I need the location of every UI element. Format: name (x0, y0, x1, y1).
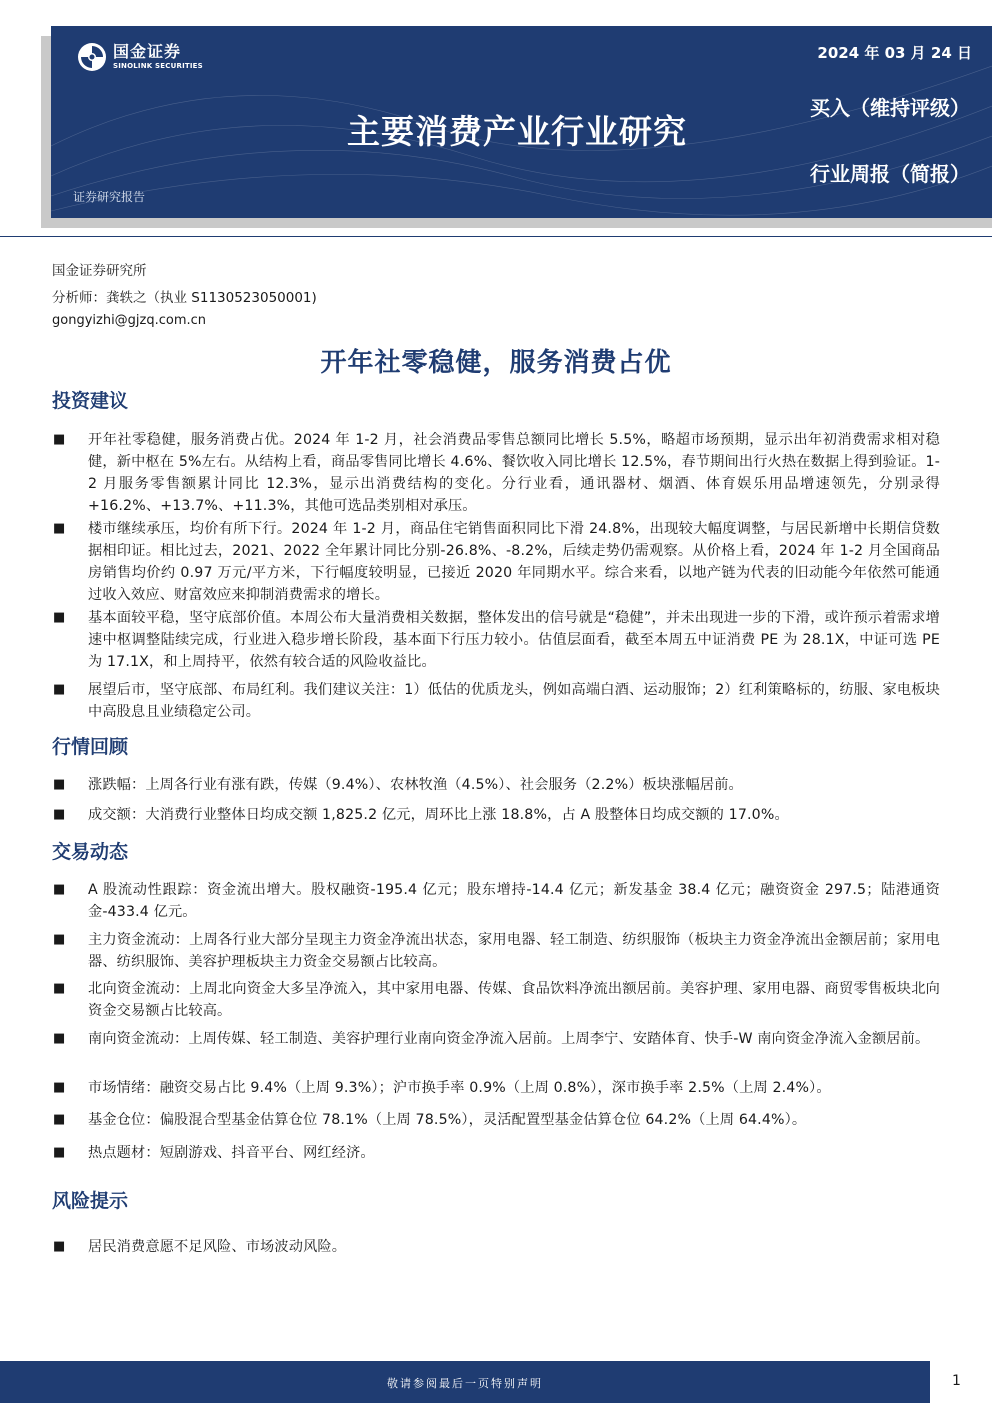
bullet-text: 楼市继续承压，均价有所下行。2024 年 1-2 月，商品住宅销售面积同比下滑 24.8%，出现较大幅度调整，与居民新增中长期信贷数据相印证。相比过去，2021、2022 全年累计同比分别-26.8%、-8.2%，后续走势仍需观察。从价格上看，2024 年 1-2 月全国商品房销售均价约 0.97 万元/平方米，下行幅度较明显，已接近 2020 年同期水平。综合来看，以地产链为代表的旧动能今年依然可能通过收入效应、财富效应来抑制消费需求的增长。 (88, 521, 940, 603)
bullet-square-icon: ■ (53, 981, 66, 996)
logo-chinese-name: 国金证券 (113, 42, 182, 61)
bullet-square-icon: ■ (53, 610, 66, 625)
report-date: 2024 年 03 月 24 日 (817, 44, 972, 62)
bullet-square-icon: ■ (53, 432, 66, 447)
header-banner (51, 26, 992, 218)
bullet-text: 北向资金流动：上周北向资金大多呈净流入，其中家用电器、传媒、食品饮料净流出额居前。美容护理、家用电器、商贸零售板块北向资金交易额占比较高。 (88, 981, 940, 1019)
list-item (52, 1109, 942, 1131)
list-item (52, 1028, 942, 1050)
rating-label: 买入（维持评级） (810, 96, 970, 120)
page-number: 1 (952, 1373, 961, 1389)
list-item (52, 1236, 942, 1258)
bullet-text: 主力资金流动：上周各行业大部分呈现主力资金净流出状态，家用电器、轻工制造、纺织服饰（板块主力资金净流出金额居前；家用电器、纺织服饰、美容护理板块主力资金交易额占比较高。 (88, 932, 940, 970)
bullet-text: 涨跌幅：上周各行业有涨有跌，传媒（9.4%）、农林牧渔（4.5%）、社会服务（2.2%）板块涨幅居前。 (88, 777, 743, 793)
list-item (52, 879, 942, 923)
bullet-text: 南向资金流动：上周传媒、轻工制造、美容护理行业南向资金净流入居前。上周李宁、安踏体育、快手-W 南向资金净流入金额居前。 (88, 1031, 930, 1047)
list-item (52, 804, 942, 826)
report-category: 证券研究报告 (73, 190, 146, 204)
bullet-text: 展望后市，坚守底部、布局红利。我们建议关注：1）低估的优质龙头，例如高端白酒、运动服饰；2）红利策略标的，纺服、家电板块中高股息且业绩稳定公司。 (88, 682, 940, 720)
bullet-square-icon: ■ (53, 1112, 66, 1127)
list-item (52, 978, 942, 1022)
list-item (52, 429, 942, 517)
report-title: 主要消费产业行业研究 (347, 112, 687, 151)
bullet-text: 热点题材：短剧游戏、抖音平台、网红经济。 (88, 1145, 375, 1161)
sinolink-logo-icon (77, 42, 107, 72)
bullet-square-icon: ■ (53, 777, 66, 792)
bullet-square-icon: ■ (53, 1145, 66, 1160)
bullet-text: 居民消费意愿不足风险、市场波动风险。 (88, 1239, 347, 1255)
bullet-text: A 股流动性跟踪：资金流出增大。股权融资-195.4 亿元；股东增持-14.4 亿元；新发基金 38.4 亿元；融资资金 297.5；陆港通资金-433.4 亿元。 (88, 882, 940, 920)
bullet-square-icon: ■ (53, 521, 66, 536)
analyst-email[interactable]: gongyizhi@gjzq.com.cn (52, 313, 207, 328)
bullet-text: 市场情绪：融资交易占比 9.4%（上周 9.3%）；沪市换手率 0.9%（上周 0.8%），深市换手率 2.5%（上周 2.4%）。 (88, 1080, 831, 1096)
bullet-square-icon: ■ (53, 807, 66, 822)
analyst-name: 分析师：龚轶之（执业 S1130523050001) (52, 290, 317, 306)
list-item (52, 1142, 942, 1164)
footer-disclaimer-note: 敬请参阅最后一页特别声明 (387, 1377, 543, 1390)
list-item (52, 1077, 942, 1099)
bullet-text: 基本面较平稳，坚守底部价值。本周公布大量消费相关数据，整体发出的信号就是“稳健”，并未出现进一步的下滑，或许预示着需求增速中枢调整陆续完成，行业进入稳步增长阶段，基本面下行压力较小。估值层面看，截至本周五中证消费 PE 为 28.1X，中证可选 PE 为 17.1X，和上周持平，依然有较合适的风险收益比。 (88, 610, 940, 670)
bullet-square-icon: ■ (53, 1239, 66, 1254)
report-headline: 开年社零稳健，服务消费占优 (320, 348, 672, 378)
list-item (52, 774, 942, 796)
list-item (52, 679, 942, 723)
bullet-square-icon: ■ (53, 932, 66, 947)
list-item (52, 607, 942, 673)
institute-name: 国金证券研究所 (52, 263, 147, 279)
section-heading-investment-advice: 投资建议 (52, 390, 129, 412)
bullet-square-icon: ■ (53, 1080, 66, 1095)
section-heading-risk-warning: 风险提示 (52, 1190, 129, 1212)
bullet-square-icon: ■ (53, 882, 66, 897)
bullet-text: 开年社零稳健，服务消费占优。2024 年 1-2 月，社会消费品零售总额同比增长 5.5%，略超市场预期，显示出年初消费需求相对稳健，新中枢在 5%左右。从结构上看，商品零售同比增长 4.6%、餐饮收入同比增长 12.5%，春节期间出行火热在数据上得到验证。1-2 月服务零售额累计同比 12.3%，显示出消费结构的变化。分行业看，通讯器材、烟酒、体育娱乐用品增速领先，分别录得+16.2%、+13.7%、+11.3%，其他可选品类别相对承压。 (88, 432, 940, 514)
company-logo (77, 42, 203, 72)
bullet-square-icon: ■ (53, 682, 66, 697)
bullet-square-icon: ■ (53, 1031, 66, 1046)
list-item (52, 518, 942, 606)
logo-english-name: SINOLINK SECURITIES (113, 62, 203, 70)
bullet-text: 成交额：大消费行业整体日均成交额 1,825.2 亿元，周环比上涨 18.8%，占 A 股整体日均成交额的 17.0%。 (88, 807, 789, 823)
section-heading-market-review: 行情回顾 (52, 736, 129, 758)
list-item (52, 929, 942, 973)
header-divider (0, 236, 992, 237)
section-heading-trading-dynamics: 交易动态 (52, 841, 129, 863)
report-type-label: 行业周报（简报） (810, 162, 970, 186)
bullet-text: 基金仓位：偏股混合型基金估算仓位 78.1%（上周 78.5%），灵活配置型基金估算仓位 64.2%（上周 64.4%）。 (88, 1112, 807, 1128)
